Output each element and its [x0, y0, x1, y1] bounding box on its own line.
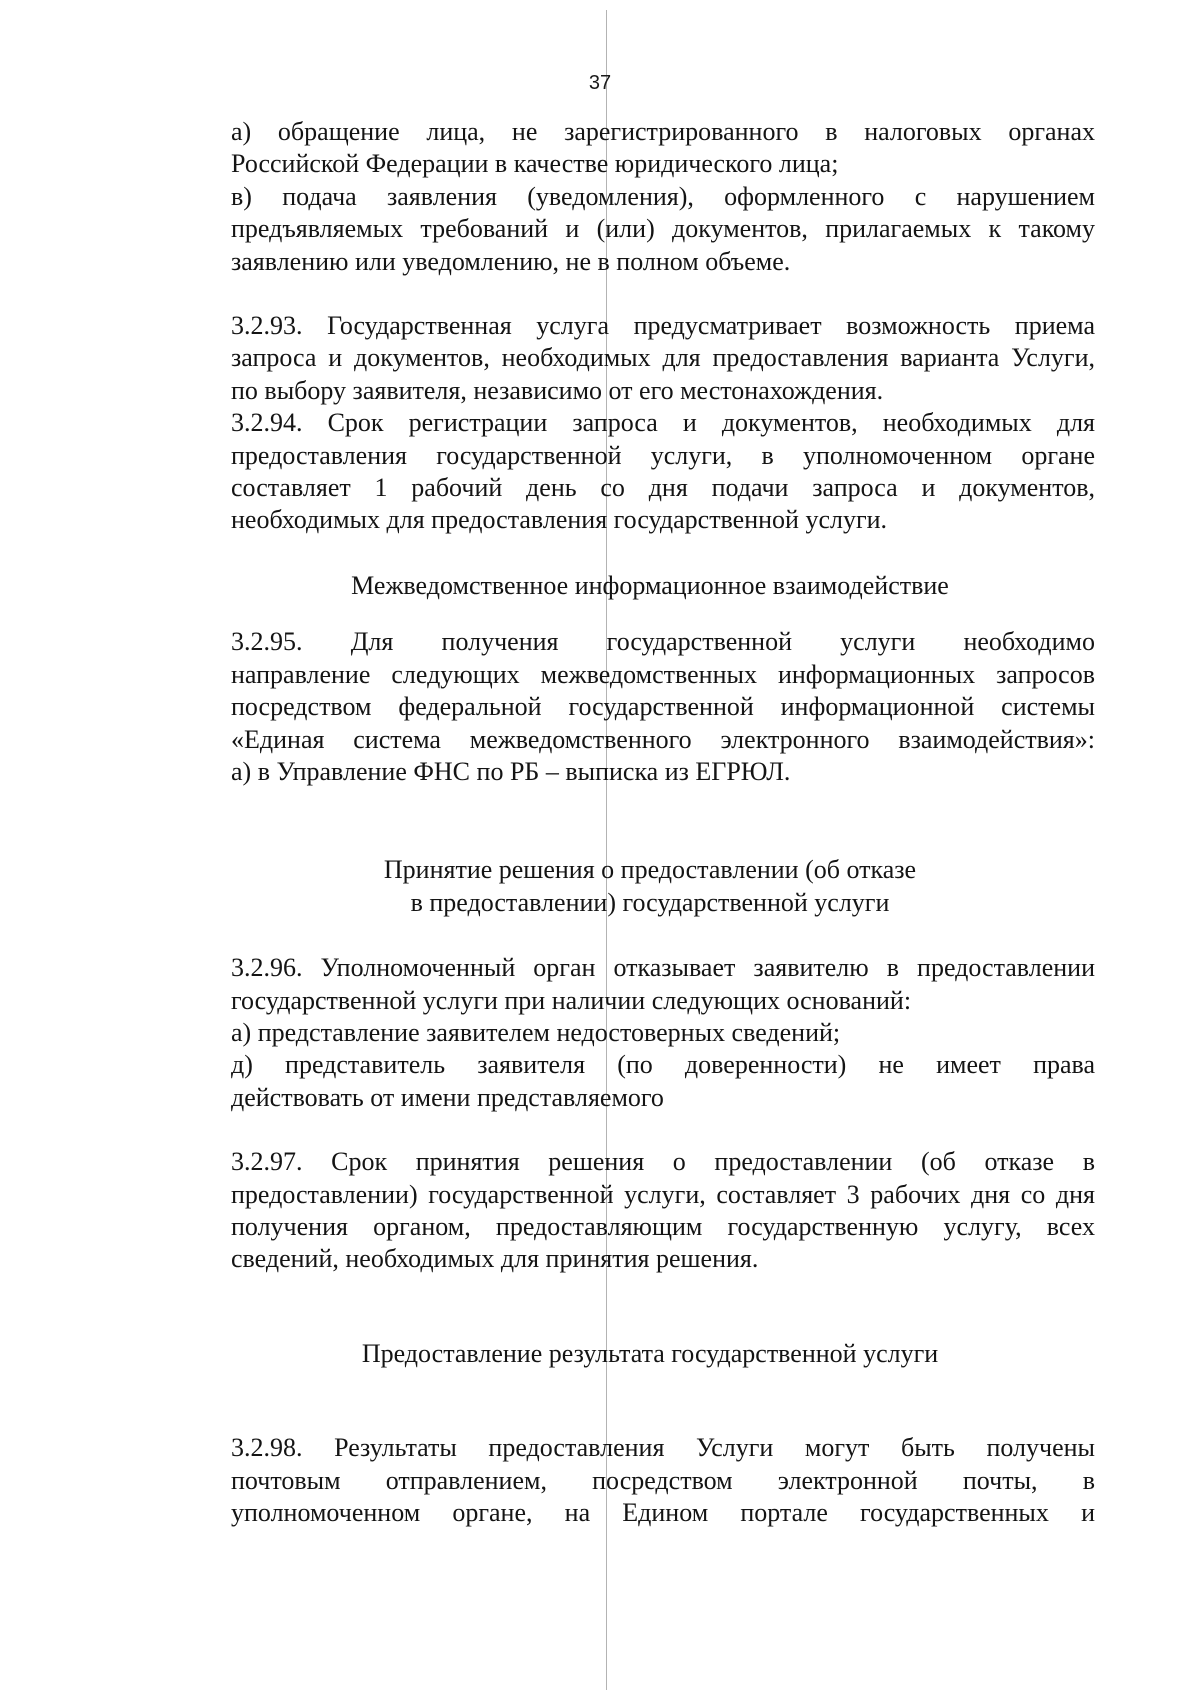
heading-line: Предоставление результата государственной услуги [361, 1338, 939, 1368]
spacer [175, 278, 1095, 310]
text-line: в) подача заявления (уведомления), оформленного с нарушением [231, 181, 1095, 211]
text-line: направление следующих межведомственных информационных запросов [231, 659, 1095, 689]
paragraph-3-2-96 [175, 952, 1095, 1017]
paragraph-v-invalid-application [175, 181, 1095, 278]
paragraph-3-2-95-a [175, 756, 1095, 788]
paragraph-3-2-96-d [175, 1049, 1095, 1114]
spacer [175, 602, 1095, 626]
paragraph-3-2-96-a [175, 1017, 1095, 1049]
text-line: действовать от имени представляемого [231, 1082, 664, 1112]
text-line: по выбору заявителя, независимо от его местонахождения. [231, 375, 884, 405]
text-line: предоставлении) государственной услуги, составляет 3 рабочих дня со дня [231, 1179, 1095, 1209]
text-line: 3.2.98. Результаты предоставления Услуги могут быть получены [231, 1433, 1095, 1463]
section-heading-interagency [175, 570, 1095, 602]
heading-line: Принятие решения о предоставлении (об отказе [383, 855, 917, 885]
text-line: 3.2.93. Государственная услуга предусматривает возможность приема [231, 311, 1095, 341]
spacer [175, 1370, 1095, 1432]
text-line: заявлению или уведомлению, не в полном объеме. [231, 246, 791, 276]
heading-line: Межведомственное информационное взаимодействие [351, 570, 949, 600]
spacer [175, 1276, 1095, 1338]
text-line: 3.2.94. Срок регистрации запроса и документов, необходимых для [231, 408, 1095, 438]
text-line: почтовым отправлением, посредством электронной почты, в [231, 1465, 1095, 1495]
heading-line: в предоставлении) государственной услуги [410, 887, 890, 917]
paragraph-3-2-94 [175, 407, 1095, 537]
paragraph-a-unregistered-entity [175, 116, 1095, 181]
paragraph-3-2-98 [175, 1432, 1095, 1529]
section-heading-decision [175, 854, 1095, 919]
page-body [175, 116, 1095, 1529]
text-line: государственной услуги при наличии следующих оснований: [231, 985, 912, 1015]
paragraph-3-2-95 [175, 626, 1095, 756]
text-line: Российской Федерации в качестве юридического лица; [231, 149, 839, 179]
text-line: запроса и документов, необходимых для предоставления варианта Услуги, [231, 343, 1095, 373]
text-line: а) представление заявителем недостоверных сведений; [231, 1017, 841, 1047]
text-line: «Единая система межведомственного электронного взаимодействия»: [231, 724, 1095, 754]
text-line: 3.2.95. Для получения государственной услуги необходимо [231, 627, 1095, 657]
section-heading-result [175, 1338, 1095, 1370]
text-line: посредством федеральной государственной информационной системы [231, 692, 1095, 722]
paragraph-3-2-97 [175, 1146, 1095, 1276]
text-line: необходимых для предоставления государственной услуги. [231, 505, 888, 535]
text-line: уполномоченном органе, на Едином портале государственных и [231, 1498, 1095, 1527]
paragraph-3-2-93 [175, 310, 1095, 407]
text-line: получения органом, предоставляющим государственную услугу, всех [231, 1211, 1095, 1241]
text-line: предъявляемых требований и (или) документов, прилагаемых к такому [231, 214, 1095, 244]
text-line: 3.2.97. Срок принятия решения о предоставлении (об отказе в [231, 1147, 1095, 1177]
text-line: предоставления государственной услуги, в уполномоченном органе [231, 440, 1095, 470]
page-number: 37 [588, 72, 612, 94]
spacer [175, 1114, 1095, 1146]
spacer [175, 537, 1095, 570]
spacer [175, 919, 1095, 952]
text-line: составляет 1 рабочий день со дня подачи запроса и документов, [231, 473, 1095, 503]
text-line: а) в Управление ФНС по РБ – выписка из ЕГРЮЛ. [231, 756, 791, 786]
text-line: д) представитель заявителя (по доверенности) не имеет права [231, 1050, 1095, 1080]
spacer [175, 788, 1095, 854]
text-line: 3.2.96. Уполномоченный орган отказывает заявителю в предоставлении [231, 953, 1095, 983]
text-line: а) обращение лица, не зарегистрированного в налоговых органах [231, 117, 1095, 146]
text-line: сведений, необходимых для принятия решения. [231, 1244, 759, 1274]
